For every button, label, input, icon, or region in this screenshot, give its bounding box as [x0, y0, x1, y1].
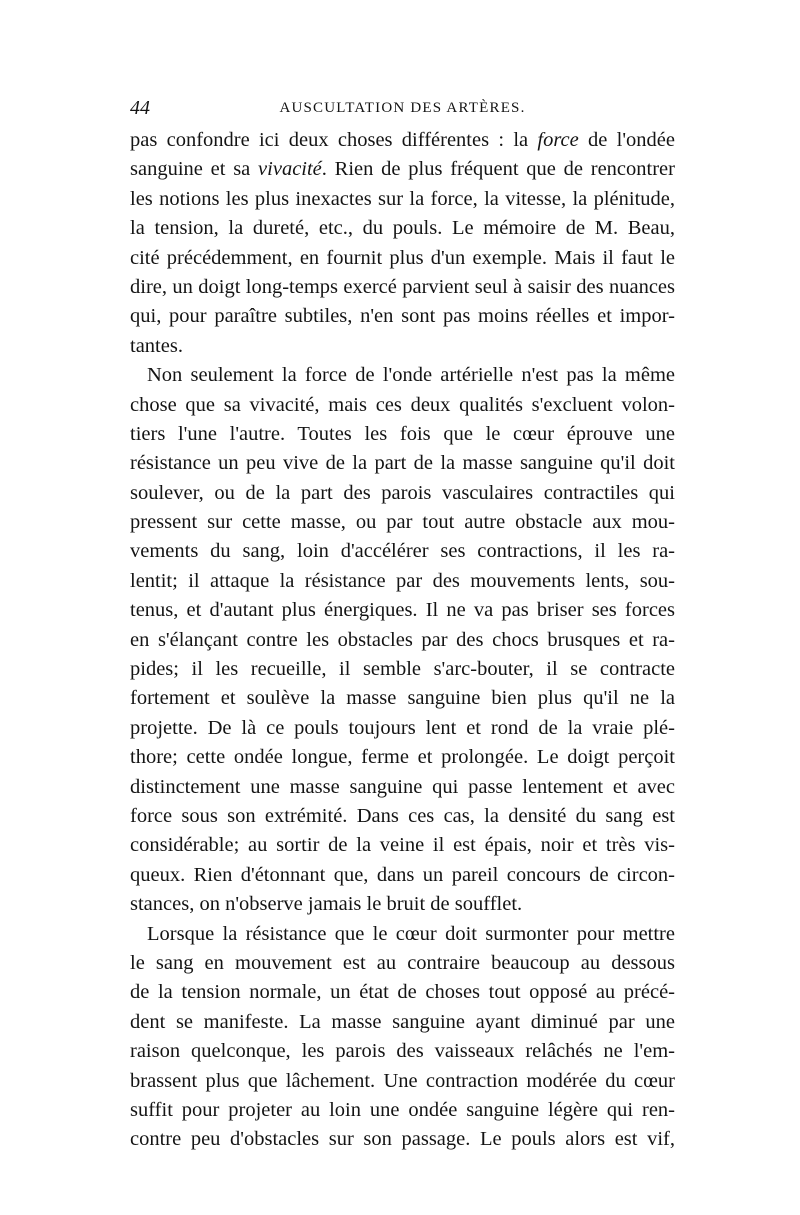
italic-term: force: [537, 129, 579, 151]
text-line: [130, 537, 675, 566]
italic-term: vivacité: [258, 158, 322, 181]
text-segment: thore; cette ondée longue, ferme et prolongée. Le doigt perçoit: [130, 746, 675, 769]
text-segment: pas confondre ici deux choses différentes : la: [130, 129, 538, 151]
text-line: [130, 126, 675, 155]
text-segment: force sous son extrémité. Dans ces cas, la densité du sang est: [130, 804, 675, 827]
text-line: [130, 1037, 675, 1066]
text-segment: le sang en mouvement est au contraire beaucoup au dessous: [130, 951, 675, 974]
text-line: [130, 1125, 675, 1154]
text-segment: raison quelconque, les parois des vaisseaux relâchés ne l'em-: [130, 1040, 675, 1063]
text-segment: distinctement une masse sanguine qui passe lentement et avec: [130, 775, 675, 798]
text-segment: vements du sang, loin d'accélérer ses contractions, il les ra-: [130, 540, 675, 563]
text-line: [130, 1008, 675, 1037]
text-segment: de la tension normale, un état de choses tout opposé au précé-: [130, 981, 675, 1004]
text-line: [130, 449, 675, 478]
text-line: [130, 714, 675, 743]
text-line: [130, 802, 675, 831]
text-line: [130, 920, 675, 949]
text-line: [130, 567, 675, 596]
text-line: [130, 773, 675, 802]
text-segment: dire, un doigt long-temps exercé parvient seul à saisir des nuances: [130, 275, 675, 298]
text-line: [130, 244, 675, 273]
text-segment: cité précédemment, en fournit plus d'un exemple. Mais il faut le: [130, 246, 675, 269]
text-line: [130, 861, 675, 890]
page-number: 44: [130, 97, 150, 119]
text-line: [130, 655, 675, 684]
text-segment: tenus, et d'autant plus énergiques. Il ne va pas briser ses forces: [130, 599, 675, 622]
text-line: [130, 626, 675, 655]
text-line: [130, 185, 675, 214]
text-segment: projette. De là ce pouls toujours lent et rond de la vraie plé-: [130, 716, 675, 739]
page-header: [130, 96, 675, 120]
text-line: [130, 273, 675, 302]
text-segment: la tension, la dureté, etc., du pouls. Le mémoire de M. Beau,: [130, 217, 675, 240]
text-segment: tiers l'une l'autre. Toutes les fois que le cœur éprouve une: [130, 422, 675, 445]
text-segment: qui, pour paraître subtiles, n'en sont pas moins réelles et impor-: [130, 305, 675, 328]
text-line: [130, 391, 675, 420]
text-segment: en s'élançant contre les obstacles par des chocs brusques et ra-: [130, 628, 675, 651]
text-line: [130, 332, 675, 361]
text-line: [130, 1067, 675, 1096]
text-segment: résistance un peu vive de la part de la masse sanguine qu'il doit: [130, 452, 675, 475]
text-segment: stances, on n'observe jamais le bruit de soufflet.: [130, 893, 523, 916]
text-segment: contre peu d'obstacles sur son passage. Le pouls alors est vif,: [130, 1128, 675, 1151]
text-line: [130, 420, 675, 449]
text-segment: brassent plus que lâchement. Une contraction modérée du cœur: [130, 1069, 675, 1092]
text-line: [130, 743, 675, 772]
text-line: [130, 684, 675, 713]
text-segment: Non seulement la force de l'onde artérielle n'est pas la même: [147, 364, 675, 387]
text-line: [130, 214, 675, 243]
text-line: [130, 949, 675, 978]
text-line: [130, 978, 675, 1007]
text-line: [130, 361, 675, 390]
text-line: [130, 508, 675, 537]
text-segment: tantes.: [130, 334, 183, 357]
text-line: [130, 1096, 675, 1125]
text-line: [130, 302, 675, 331]
body-text: [130, 126, 675, 1155]
text-segment: chose que sa vivacité, mais ces deux qualités s'excluent volon-: [130, 393, 675, 416]
text-segment: Lorsque la résistance que le cœur doit surmonter pour mettre: [147, 922, 675, 945]
text-segment: suffit pour projeter au loin une ondée sanguine légère qui ren-: [130, 1098, 675, 1121]
text-segment: lentit; il attaque la résistance par des mouvements lents, sou-: [130, 569, 675, 592]
text-line: [130, 479, 675, 508]
text-segment: fortement et soulève la masse sanguine bien plus qu'il ne la: [130, 687, 675, 710]
text-segment: considérable; au sortir de la veine il est épais, noir et très vis-: [130, 834, 675, 857]
text-segment: queux. Rien d'étonnant que, dans un pareil concours de circon-: [130, 863, 675, 886]
text-line: [130, 596, 675, 625]
text-segment: pressent sur cette masse, ou par tout autre obstacle aux mou-: [130, 511, 675, 534]
text-segment: soulever, ou de la part des parois vasculaires contractiles qui: [130, 481, 675, 504]
text-line: [130, 155, 675, 184]
text-segment: sanguine et sa: [130, 158, 259, 181]
text-segment: . Rien de plus fréquent que de rencontrer: [321, 158, 675, 181]
text-line: [130, 890, 675, 919]
text-segment: dent se manifeste. La masse sanguine ayant diminué par une: [130, 1010, 675, 1033]
text-line: [130, 831, 675, 860]
running-head: AUSCULTATION DES ARTÈRES.: [279, 100, 526, 116]
text-segment: les notions les plus inexactes sur la force, la vitesse, la plénitude,: [130, 187, 675, 210]
text-segment: de l'ondée: [578, 129, 676, 151]
text-segment: pides; il les recueille, il semble s'arc-bouter, il se contracte: [130, 658, 675, 681]
